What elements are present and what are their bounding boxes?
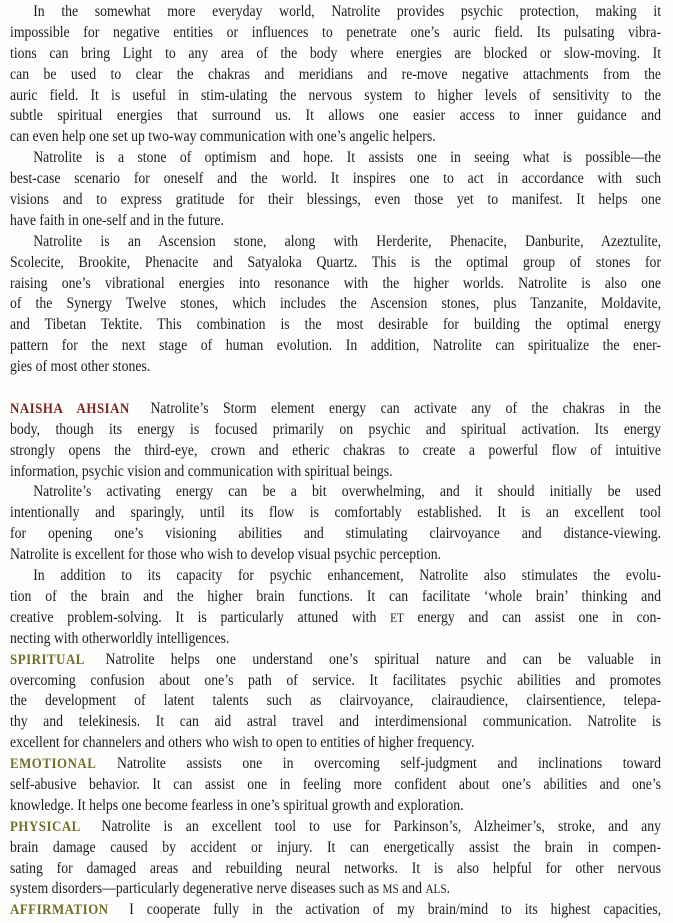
text-line: Scolecite, Brookite, Phenacite and Satyaloka Quartz. This is the optimal group of stones for (10, 253, 662, 271)
small-caps-term: ALS (425, 881, 447, 897)
text-line: visions and to express gratitude for their blessings, even those yet to manifest. It helps one (10, 191, 662, 209)
section-heading: NAISHA AHSIAN (10, 400, 130, 417)
paragraph (10, 148, 661, 232)
text-line: auric field. It is useful in stim-ulating the nervous system to higher levels of sensitivity to the (10, 86, 662, 104)
text-line: and Tibetan Tektite. This combination is the most desirable for building the optimal energy (10, 316, 662, 334)
heading-gap (96, 767, 117, 768)
paragraph (10, 817, 661, 901)
text-line: strongly opens the third-eye, crown and etheric chakras to create a powerful flow of intuitive (10, 441, 662, 459)
first-line-indent (10, 15, 33, 16)
text-line: In the somewhat more everyday world, Natrolite provides psychic protection, making it (10, 2, 661, 23)
text-line: impossible for negative entities or influences to penetrate one’s auric field. Its pulsating vibra- (10, 23, 662, 41)
text-line: brain damage caused by accident or injury. It can energetically assist the brain in compen- (10, 838, 662, 856)
text-line: In addition to its capacity for psychic enhancement, Natrolite also stimulates the evolu- (10, 566, 661, 587)
heading-gap (85, 663, 106, 664)
text-line: Natrolite’s activating energy can be a bit overwhelming, and it should initially be used (10, 482, 661, 503)
first-line-indent (10, 495, 33, 496)
first-line-indent (10, 161, 33, 162)
section-heading: EMOTIONAL (10, 756, 97, 773)
first-line-indent (10, 245, 33, 246)
text-line: system disorders—particularly degenerative nerve diseases such as MS and ALS. (10, 880, 451, 898)
text-line: knowledge. It helps one become fearless in one’s spiritual growth and exploration. (10, 796, 464, 814)
text-line: raising one’s vibrational energies into resonance with the higher worlds. Natrolite is also one (10, 274, 662, 292)
text-line: can even help one set up two-way communication with one’s angelic helpers. (10, 128, 436, 146)
section-heading: PHYSICAL (10, 818, 81, 835)
text-line: thy and telekinesis. It can aid astral travel and interdimensional communication. Natrolite is (10, 713, 662, 731)
first-line-indent (10, 579, 33, 580)
text-line: of the Synergy Twelve stones, which includes the Ascension stones, plus Tanzanite, Moldavite, (10, 295, 662, 313)
paragraph (10, 754, 661, 817)
paragraph (10, 232, 661, 378)
text-line: have faith in one-self and in the future. (10, 211, 224, 229)
small-caps-term: MS (382, 881, 399, 897)
text-line: creative problem-solving. It is particularly attuned with ET energy and can assist one in con- (10, 608, 662, 626)
text-line: information, psychic vision and communication with spiritual beings. (10, 462, 393, 480)
text-line: subtle spiritual energies that surround us. It allows one easier access to inner guidance and (10, 107, 662, 125)
text-line: self-abusive behavior. It can assist one in feeling more confident about one’s abilities and one’s (10, 775, 662, 793)
text-line: sating for damaged areas and rebuilding neural networks. It is also helpful for other nervous (10, 859, 662, 877)
section-heading: SPIRITUAL (10, 651, 85, 668)
text-line: the development of latent talents such as clairvoyance, clairaudience, clairsentience, telepa- (10, 692, 662, 710)
text-line: Natrolite is a stone of optimism and hope. It assists one in seeing what is possible—the (10, 148, 661, 169)
text-line: SPIRITUAL Natrolite helps one understand one’s spiritual nature and can be valuable in (10, 650, 662, 668)
section-heading: AFFIRMATION (10, 902, 109, 919)
small-caps-term: ET (390, 609, 404, 625)
text-line: Natrolite is excellent for those who wish to develop visual psychic perception. (10, 546, 442, 564)
paragraph (10, 566, 661, 650)
text-line: tion of the brain and the higher brain functions. It can facilitate ‘whole brain’ thinking and (10, 587, 662, 605)
paragraph (10, 650, 661, 754)
heading-gap (109, 913, 130, 914)
text-line: pattern for the next stage of human evolution. In addition, Natrolite can spiritualize the ener- (10, 337, 662, 355)
paragraph (10, 900, 661, 921)
text-line: PHYSICAL Natrolite is an excellent tool to use for Parkinson’s, Alzheimer’s, stroke, and any (10, 817, 662, 835)
text-line: NAISHA AHSIAN Natrolite’s Storm element energy can activate any of the chakras in the (10, 399, 662, 417)
text-line: can be used to clear the chakras and meridians and re-move negative attachments from the (10, 65, 662, 83)
text-line: necting with otherworldly intelligences. (10, 629, 230, 647)
text-line: overcoming confusion about one’s path of service. It facilitates psychic abilities and promotes (10, 671, 662, 689)
text-line: Natrolite is an Ascension stone, along with Herderite, Phenacite, Danburite, Azeztulite, (10, 232, 661, 253)
text-line: body, though its energy is focused primarily on psychic and spiritual activation. Its energy (10, 420, 662, 438)
paragraph (10, 399, 661, 483)
page-text-column (10, 2, 661, 921)
text-line: EMOTIONAL Natrolite assists one in overcoming self-judgment and inclinations toward (10, 755, 662, 773)
text-line: tions can bring Light to any area of the body where energies are blocked or slow-moving. It (10, 44, 662, 62)
heading-gap (130, 412, 151, 413)
text-line: for opening one’s visioning abilities and stimulating clairvoyance and distance-viewing. (10, 525, 662, 543)
paragraph (10, 482, 661, 566)
text-line: AFFIRMATION I cooperate fully in the activation of my brain/mind to its highest capacities, (10, 901, 662, 919)
heading-gap (81, 830, 102, 831)
text-line: excellent for channelers and others who wish to open to entities of higher frequency. (10, 734, 475, 752)
text-line: best-case scenario for oneself and the world. It inspires one to act in accordance with such (10, 170, 662, 188)
text-line: gies of most other stones. (10, 358, 151, 376)
paragraph (10, 2, 661, 148)
text-line: intentionally and sparingly, until its flow is comfortably established. It is an excellent tool (10, 504, 662, 522)
